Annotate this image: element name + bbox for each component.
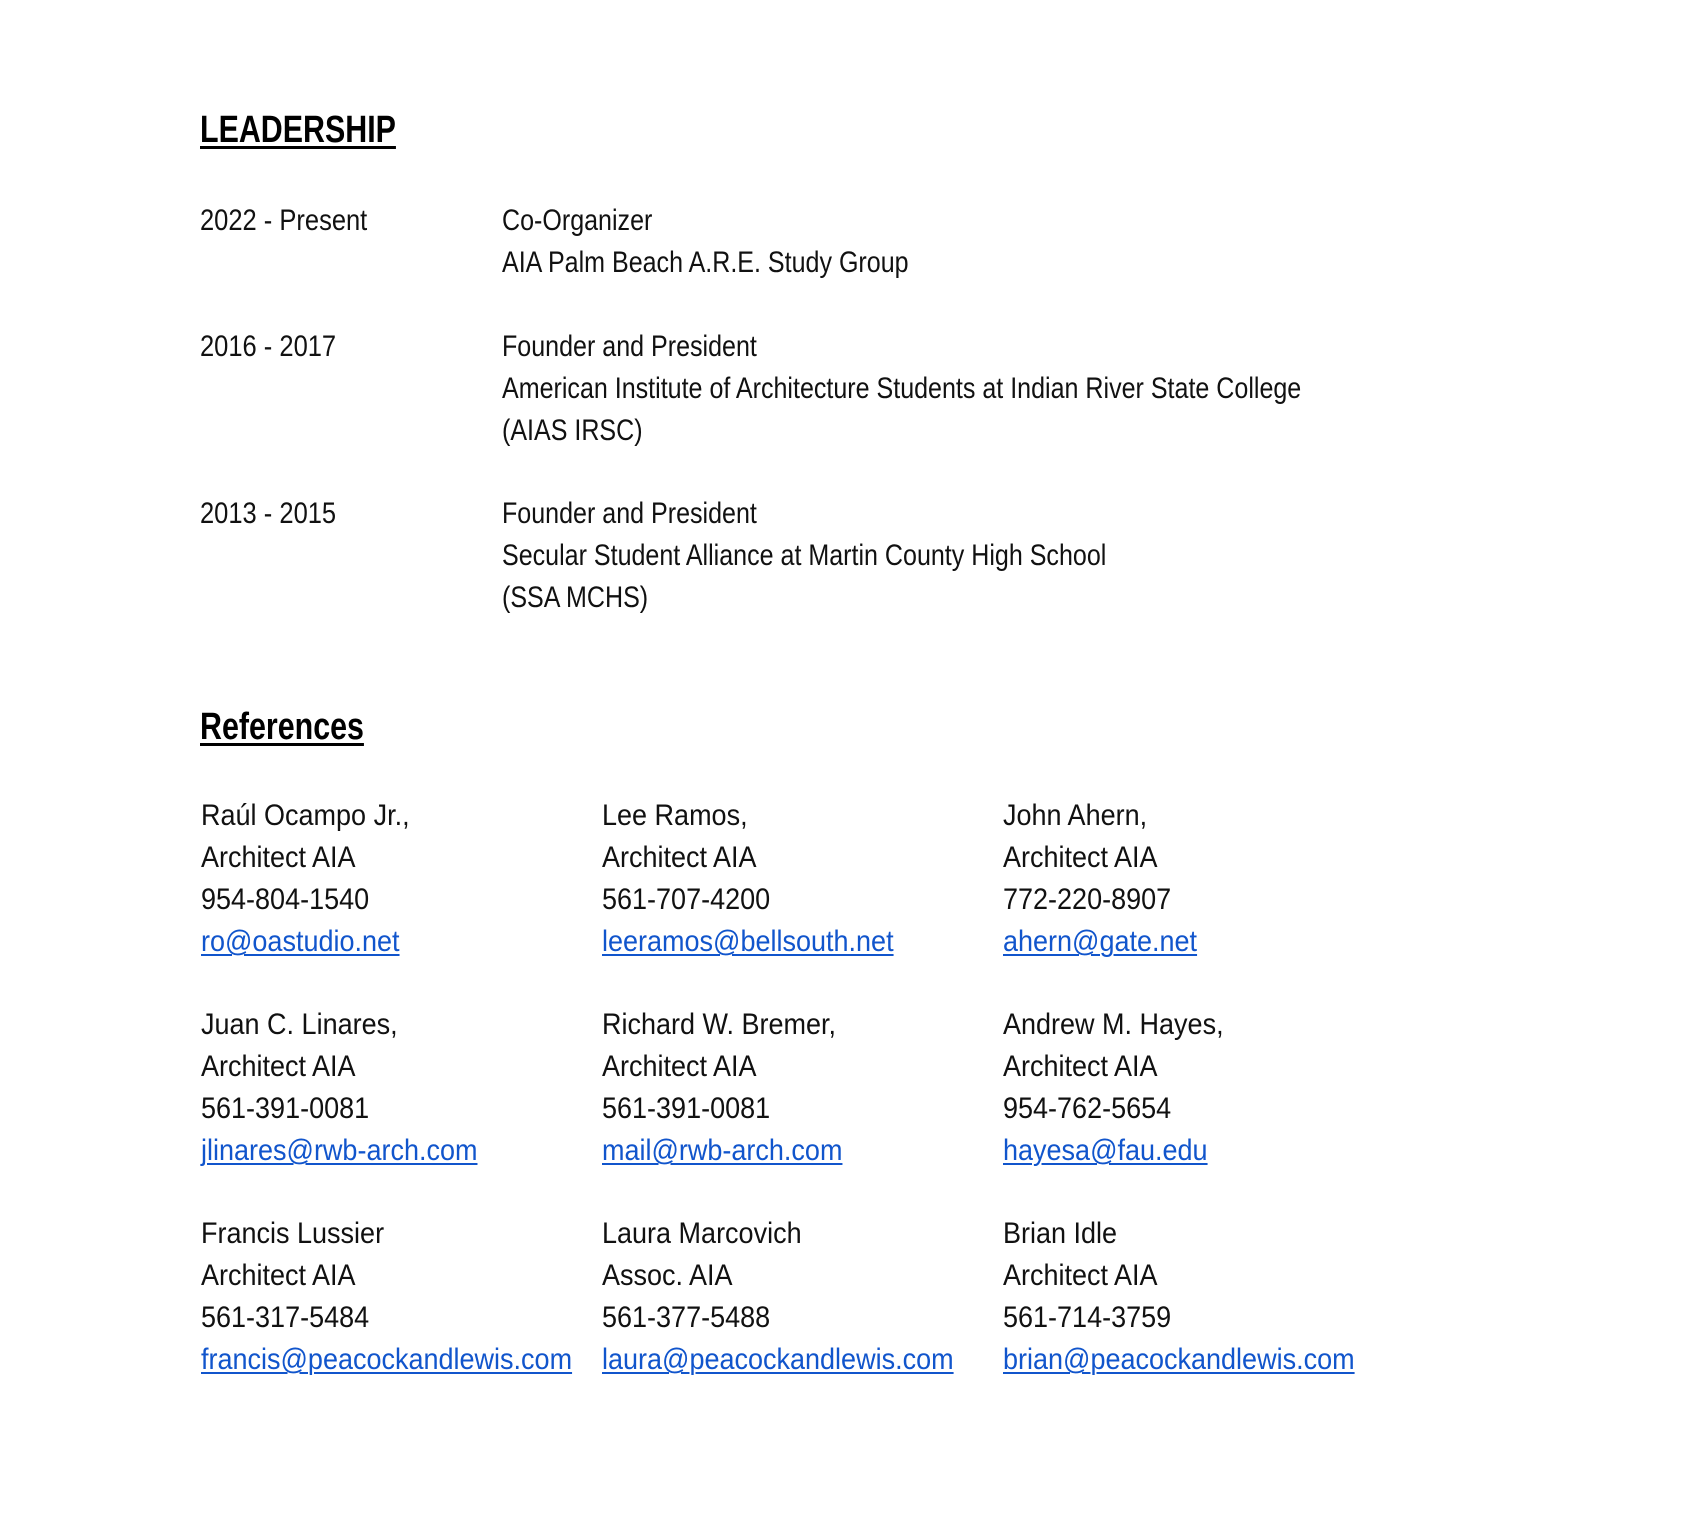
- reference-phone: 772-220-8907: [1003, 883, 1172, 916]
- leadership-role: Founder and President: [502, 330, 757, 363]
- reference-email-link[interactable]: hayesa@fau.edu: [1003, 1134, 1208, 1167]
- reference-email-link[interactable]: ro@oastudio.net: [201, 925, 400, 958]
- references-heading: References: [200, 706, 364, 748]
- reference-card: [201, 795, 591, 963]
- reference-card: [201, 1004, 591, 1172]
- leadership-dates: 2016 - 2017: [200, 330, 337, 363]
- reference-title: Architect AIA: [602, 1050, 757, 1083]
- reference-name: Brian Idle: [1003, 1217, 1118, 1250]
- leadership-description: [502, 200, 989, 284]
- reference-phone: 561-377-5488: [602, 1301, 771, 1334]
- reference-title: Architect AIA: [1003, 1050, 1158, 1083]
- leadership-abbreviation: (AIAS IRSC): [502, 414, 643, 447]
- leadership-role: Co-Organizer: [502, 204, 653, 237]
- reference-phone: 561-391-0081: [602, 1092, 771, 1125]
- reference-name: John Ahern,: [1003, 799, 1148, 832]
- leadership-description: [502, 493, 1226, 619]
- reference-title: Architect AIA: [201, 1050, 356, 1083]
- reference-card: [1003, 1213, 1393, 1381]
- leadership-organization: American Institute of Architecture Students at Indian River State College: [502, 372, 1302, 405]
- reference-email-link[interactable]: laura@peacockandlewis.com: [602, 1343, 954, 1376]
- reference-name: Lee Ramos,: [602, 799, 748, 832]
- reference-phone: 561-317-5484: [201, 1301, 370, 1334]
- reference-card: [602, 1004, 992, 1172]
- reference-title: Architect AIA: [201, 1259, 356, 1292]
- reference-card: [1003, 795, 1393, 963]
- reference-title: Architect AIA: [201, 841, 356, 874]
- reference-phone: 561-391-0081: [201, 1092, 370, 1125]
- leadership-dates: 2022 - Present: [200, 204, 368, 237]
- reference-phone: 954-762-5654: [1003, 1092, 1172, 1125]
- reference-title: Assoc. AIA: [602, 1259, 733, 1292]
- reference-card: [1003, 1004, 1393, 1172]
- reference-name: Francis Lussier: [201, 1217, 385, 1250]
- reference-card: [201, 1213, 591, 1381]
- leadership-role: Founder and President: [502, 497, 757, 530]
- reference-card: [602, 1213, 992, 1381]
- leadership-heading: LEADERSHIP: [200, 109, 396, 151]
- leadership-abbreviation: (SSA MCHS): [502, 581, 649, 614]
- reference-phone: 561-707-4200: [602, 883, 771, 916]
- reference-email-link[interactable]: mail@rwb-arch.com: [602, 1134, 843, 1167]
- reference-name: Richard W. Bremer,: [602, 1008, 837, 1041]
- reference-phone: 954-804-1540: [201, 883, 370, 916]
- reference-email-link[interactable]: ahern@gate.net: [1003, 925, 1198, 958]
- reference-email-link[interactable]: jlinares@rwb-arch.com: [201, 1134, 478, 1167]
- reference-email-link[interactable]: brian@peacockandlewis.com: [1003, 1343, 1355, 1376]
- leadership-organization: AIA Palm Beach A.R.E. Study Group: [502, 246, 909, 279]
- leadership-organization: Secular Student Alliance at Martin County High School: [502, 539, 1107, 572]
- leadership-description: [502, 326, 1459, 452]
- reference-name: Andrew M. Hayes,: [1003, 1008, 1224, 1041]
- reference-title: Architect AIA: [1003, 1259, 1158, 1292]
- reference-email-link[interactable]: leeramos@bellsouth.net: [602, 925, 894, 958]
- reference-name: Laura Marcovich: [602, 1217, 802, 1250]
- reference-email-link[interactable]: francis@peacockandlewis.com: [201, 1343, 573, 1376]
- reference-phone: 561-714-3759: [1003, 1301, 1172, 1334]
- reference-name: Raúl Ocampo Jr.,: [201, 799, 410, 832]
- leadership-dates: 2013 - 2015: [200, 497, 337, 530]
- reference-card: [602, 795, 992, 963]
- reference-name: Juan C. Linares,: [201, 1008, 398, 1041]
- reference-title: Architect AIA: [1003, 841, 1158, 874]
- reference-title: Architect AIA: [602, 841, 757, 874]
